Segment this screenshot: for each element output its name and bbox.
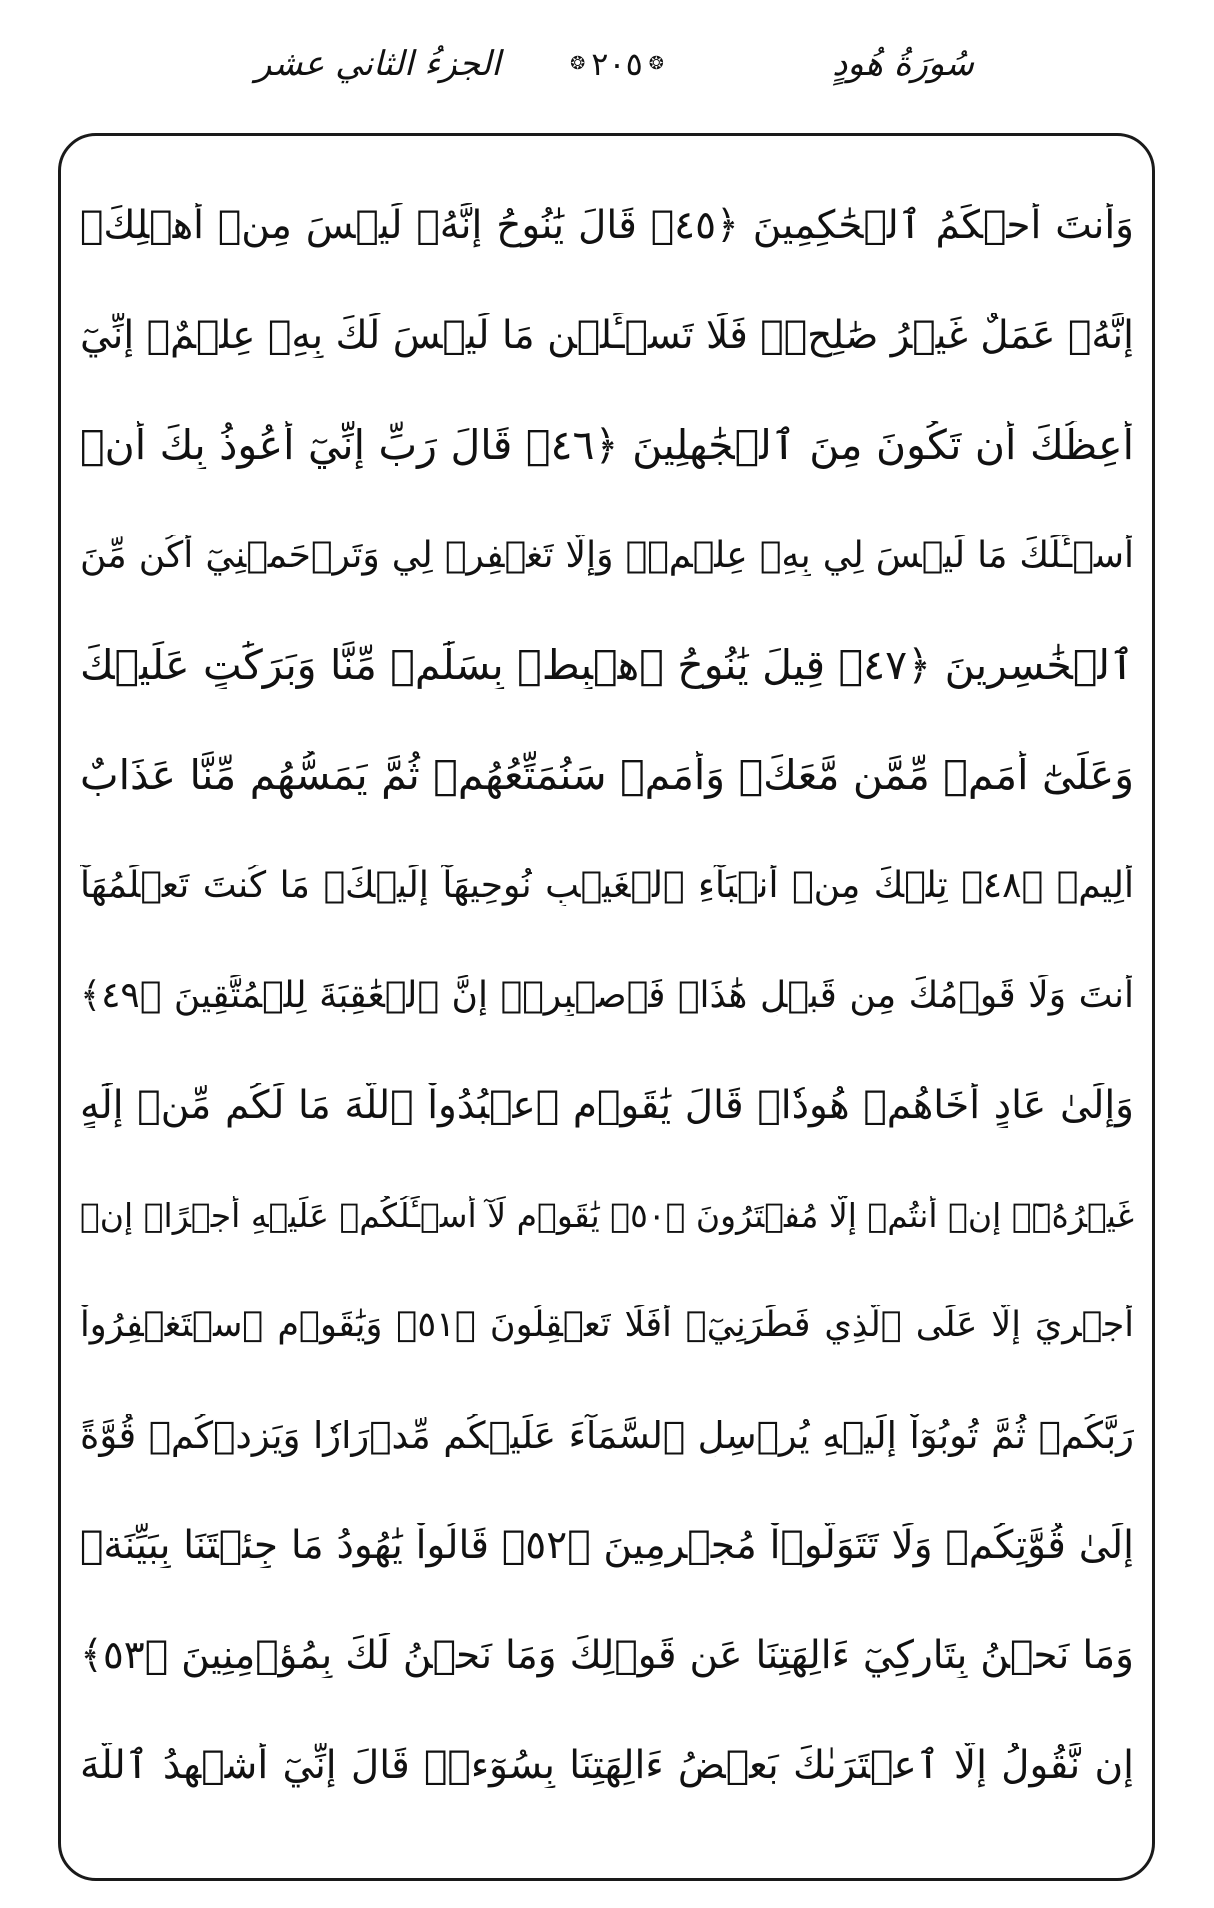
- text-line-content: وَإِلَىٰ عَادٍ أَخَاهُمۡ هُودٗاۚ قَالَ يَٰقَوۡمِ ٱعۡبُدُواْ ٱللَّهَ مَا لَكُم مِّنۡ إِلَٰهٍ: [80, 1082, 1134, 1128]
- page-number-badge: [562, 38, 672, 90]
- text-line-content: وَمَا نَحۡنُ بِتَارِكِيٓ ءَالِهَتِنَا عَن قَوۡلِكَ وَمَا نَحۡنُ لَكَ بِمُؤۡمِنِينَ ﴿٥٣﴾: [80, 1632, 1134, 1678]
- text-line-content: إِنَّهُۥ عَمَلٌ غَيۡرُ صَٰلِحٖۖ فَلَا تَسۡـَٔلۡنِ مَا لَيۡسَ لَكَ بِهِۦ عِلۡمٌۖ إِنِّيٓ: [80, 312, 1134, 358]
- text-line: [80, 170, 1134, 280]
- text-line-content: ٱلۡخَٰسِرِينَ ﴿٤٧﴾ قِيلَ يَٰنُوحُ ٱهۡبِطۡ بِسَلَٰمٖ مِّنَّا وَبَرَكَٰتٍ عَلَيۡكَ: [80, 641, 1134, 689]
- text-line-content: أَجۡرِيَ إِلَّا عَلَى ٱلَّذِي فَطَرَنِيٓۚ أَفَلَا تَعۡقِلُونَ ﴿٥١﴾ وَيَٰقَوۡمِ ٱسۡتَغۡفِرُواْ: [80, 1305, 1134, 1345]
- text-line-content: أَسۡـَٔلَكَ مَا لَيۡسَ لِي بِهِۦ عِلۡمٞۖ وَإِلَّا تَغۡفِرۡ لِي وَتَرۡحَمۡنِيٓ أَكُن مِّنَ: [80, 534, 1134, 576]
- text-line: [80, 1380, 1134, 1490]
- text-line: [80, 940, 1134, 1050]
- verse-text-block: [80, 170, 1134, 1820]
- page-header: [0, 30, 1214, 100]
- text-line: [80, 1160, 1134, 1270]
- text-line-content: إِلَىٰ قُوَّتِكُمۡ وَلَا تَتَوَلَّوۡاْ مُجۡرِمِينَ ﴿٥٢﴾ قَالُواْ يَٰهُودُ مَا جِئۡتَنَا بِبَيِّنَةٖ: [80, 1522, 1134, 1568]
- juz-title: الجزءُ الثاني عشر: [255, 44, 501, 84]
- text-line: [80, 610, 1134, 720]
- text-line-content: وَأَنتَ أَحۡكَمُ ٱلۡحَٰكِمِينَ ﴿٤٥﴾ قَالَ يَٰنُوحُ إِنَّهُۥ لَيۡسَ مِنۡ أَهۡلِكَۖ: [80, 202, 1134, 248]
- text-line: [80, 720, 1134, 830]
- text-line-content: أَلِيمٞ ﴿٤٨﴾ تِلۡكَ مِنۡ أَنۢبَآءِ ٱلۡغَيۡبِ نُوحِيهَآ إِلَيۡكَۖ مَا كُنتَ تَعۡلَمُهَآ: [80, 864, 1134, 906]
- surah-title: سُورَةُ هُودٍ: [832, 44, 974, 84]
- text-line-content: وَعَلَىٰٓ أُمَمٖ مِّمَّن مَّعَكَۚ وَأُمَمٞ سَنُمَتِّعُهُمۡ ثُمَّ يَمَسُّهُم مِّنَّا عَذَابٌ: [80, 751, 1134, 799]
- text-line: [80, 1710, 1134, 1820]
- ornament-left-icon: ❂: [570, 53, 586, 74]
- text-line: [80, 1270, 1134, 1380]
- text-line: [80, 1050, 1134, 1160]
- text-line: [80, 1600, 1134, 1710]
- text-line-content: رَبَّكُمۡ ثُمَّ تُوبُوٓاْ إِلَيۡهِ يُرۡسِلِ ٱلسَّمَآءَ عَلَيۡكُم مِّدۡرَارٗا وَيَزِدۡكُمۡ قُوَّةً: [80, 1413, 1134, 1457]
- page-number: ٢٠٥: [591, 45, 643, 83]
- text-line-content: إِن نَّقُولُ إِلَّا ٱعۡتَرَىٰكَ بَعۡضُ ءَالِهَتِنَا بِسُوٓءٖۗ قَالَ إِنِّيٓ أُشۡهِدُ ٱللَّهَ: [80, 1742, 1134, 1788]
- ornament-right-icon: ❂: [648, 53, 664, 74]
- text-line-content: أَنتَ وَلَا قَوۡمُكَ مِن قَبۡلِ هَٰذَاۖ فَٱصۡبِرۡۖ إِنَّ ٱلۡعَٰقِبَةَ لِلۡمُتَّقِينَ ﴿٤٩﴾: [80, 974, 1134, 1016]
- text-line: [80, 280, 1134, 390]
- text-line: [80, 390, 1134, 500]
- text-line-content: غَيۡرُهُۥٓۖ إِنۡ أَنتُمۡ إِلَّا مُفۡتَرُونَ ﴿٥٠﴾ يَٰقَوۡمِ لَآ أَسۡـَٔلُكُمۡ عَلَيۡهِ أَجۡرًاۖ إِنۡ: [80, 1195, 1134, 1235]
- text-line: [80, 1490, 1134, 1600]
- text-line: [80, 500, 1134, 610]
- text-line-content: أَعِظُكَ أَن تَكُونَ مِنَ ٱلۡجَٰهِلِينَ ﴿٤٦﴾ قَالَ رَبِّ إِنِّيٓ أَعُوذُ بِكَ أَنۡ: [80, 421, 1134, 469]
- text-line: [80, 830, 1134, 940]
